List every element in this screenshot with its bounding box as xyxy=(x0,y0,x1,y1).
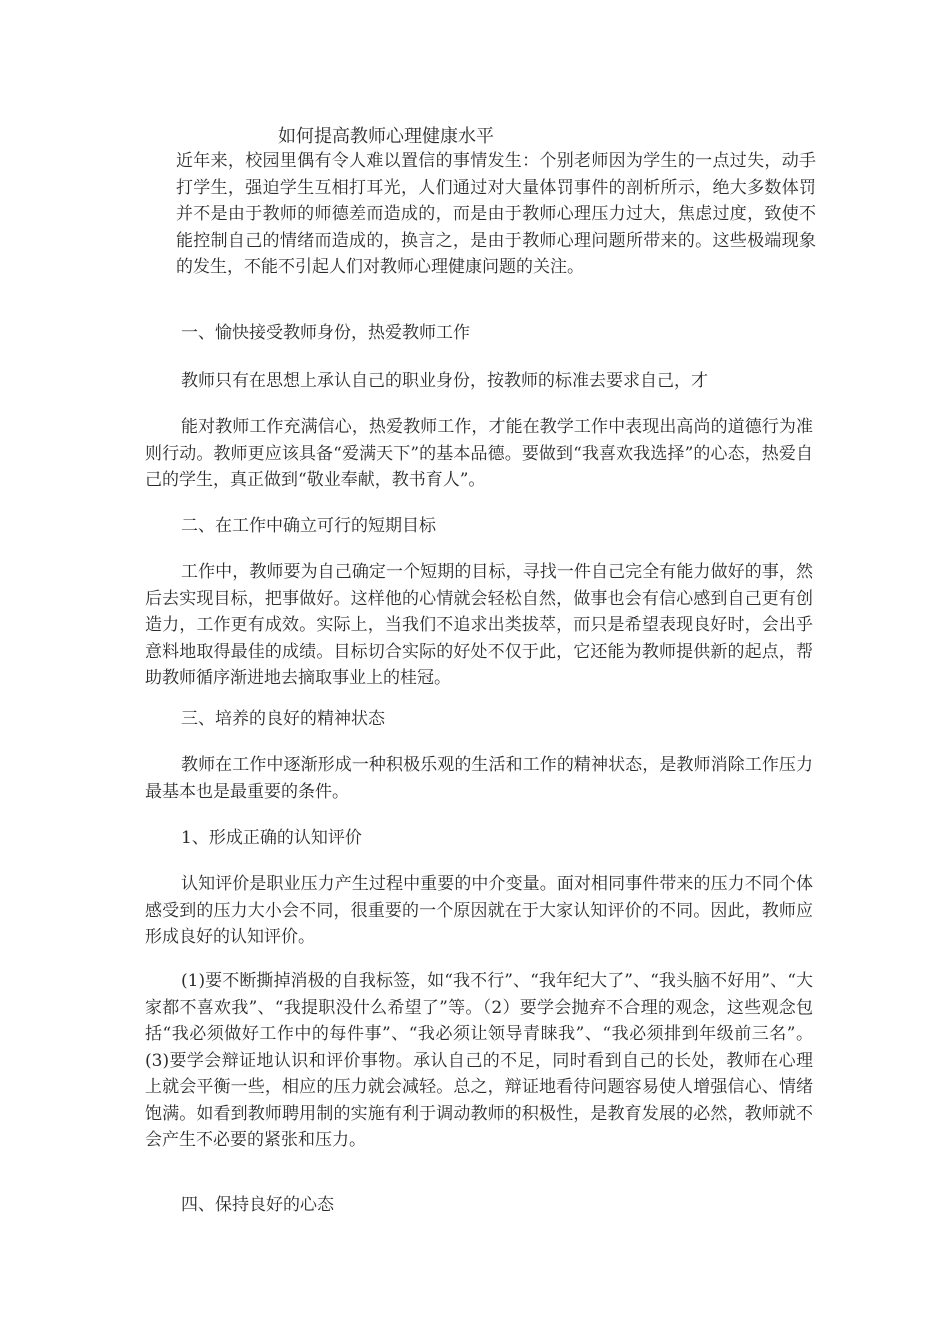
section-1-first-line: 教师只有在思想上承认自己的职业身份，按教师的标准去要求自己，才 xyxy=(181,371,708,391)
section-4-heading: 四、保持良好的心态 xyxy=(181,1195,334,1215)
section-3-heading: 三、培养的良好的精神状态 xyxy=(181,709,385,729)
section-3-paragraph: 教师在工作中逐渐形成一种积极乐观的生活和工作的精神状态，是教师消除工作压力最基本也是最重要的条件。 xyxy=(145,755,813,802)
intro-paragraph: 近年来，校园里偶有令人难以置信的事情发生：个别老师因为学生的一点过失，动手打学生，强迫学生互相打耳光，人们通过对大量体罚事件的剖析所示，绝大多数体罚并不是由于教师的师德差而造成的，而是由于教师心理压力过大，焦虑过度，致使不能控制自己的情绪而造成的，换言之，是由于教师心理问题所带来的。这些极端现象的发生，不能不引起人们对教师心理健康问题的关注。 xyxy=(176,151,816,277)
subsection-1-heading: 1、形成正确的认知评价 xyxy=(181,828,362,848)
section-1-paragraph: 能对教师工作充满信心，热爱教师工作，才能在教学工作中表现出高尚的道德行为准则行动。教师更应该具备“爱满天下”的基本品德。要做到“我喜欢我选择”的心态，热爱自己的学生，真正做到“敬业奉献，教书育人”。 xyxy=(145,417,813,490)
document-title: 如何提高教师心理健康水平 xyxy=(278,126,494,147)
section-1-heading: 一、愉快接受教师身份，热爱教师工作 xyxy=(181,323,470,343)
subsection-1-paragraph: 认知评价是职业压力产生过程中重要的中介变量。面对相同事件带来的压力不同个体感受到的压力大小会不同，很重要的一个原因就在于大家认知评价的不同。因此，教师应形成良好的认知评价。 xyxy=(145,874,813,947)
subsection-1-list-paragraph: (1)要不断撕掉消极的自我标签，如“我不行”、“我年纪大了”、“我头脑不好用”、“大家都不喜欢我”、“我提职没什么希望了”等。（2）要学会抛弃不合理的观念，这些观念包括“我必须做好工作中的每件事”、“我必须让领导青睐我”、“我必须排到年级前三名”。(3)要学会辩证地认识和评价事物。承认自己的不足，同时看到自己的长处，教师在心理上就会平衡一些，相应的压力就会减轻。总之，辩证地看待问题容易使人增强信心、情绪饱满。如看到教师聘用制的实施有利于调动教师的积极性，是教育发展的必然，教师就不会产生不必要的紧张和压力。 xyxy=(145,971,813,1150)
section-2-paragraph: 工作中，教师要为自己确定一个短期的目标，寻找一件自己完全有能力做好的事，然后去实现目标，把事做好。这样他的心情就会轻松自然，做事也会有信心感到自己更有创造力，工作更有成效。实际上，当我们不追求出类拔萃，而只是希望表现良好时，会出乎意料地取得最佳的成绩。目标切合实际的好处不仅于此，它还能为教师提供新的起点，帮助教师循序渐进地去摘取事业上的桂冠。 xyxy=(145,562,813,688)
section-2-heading: 二、在工作中确立可行的短期目标 xyxy=(181,516,436,536)
